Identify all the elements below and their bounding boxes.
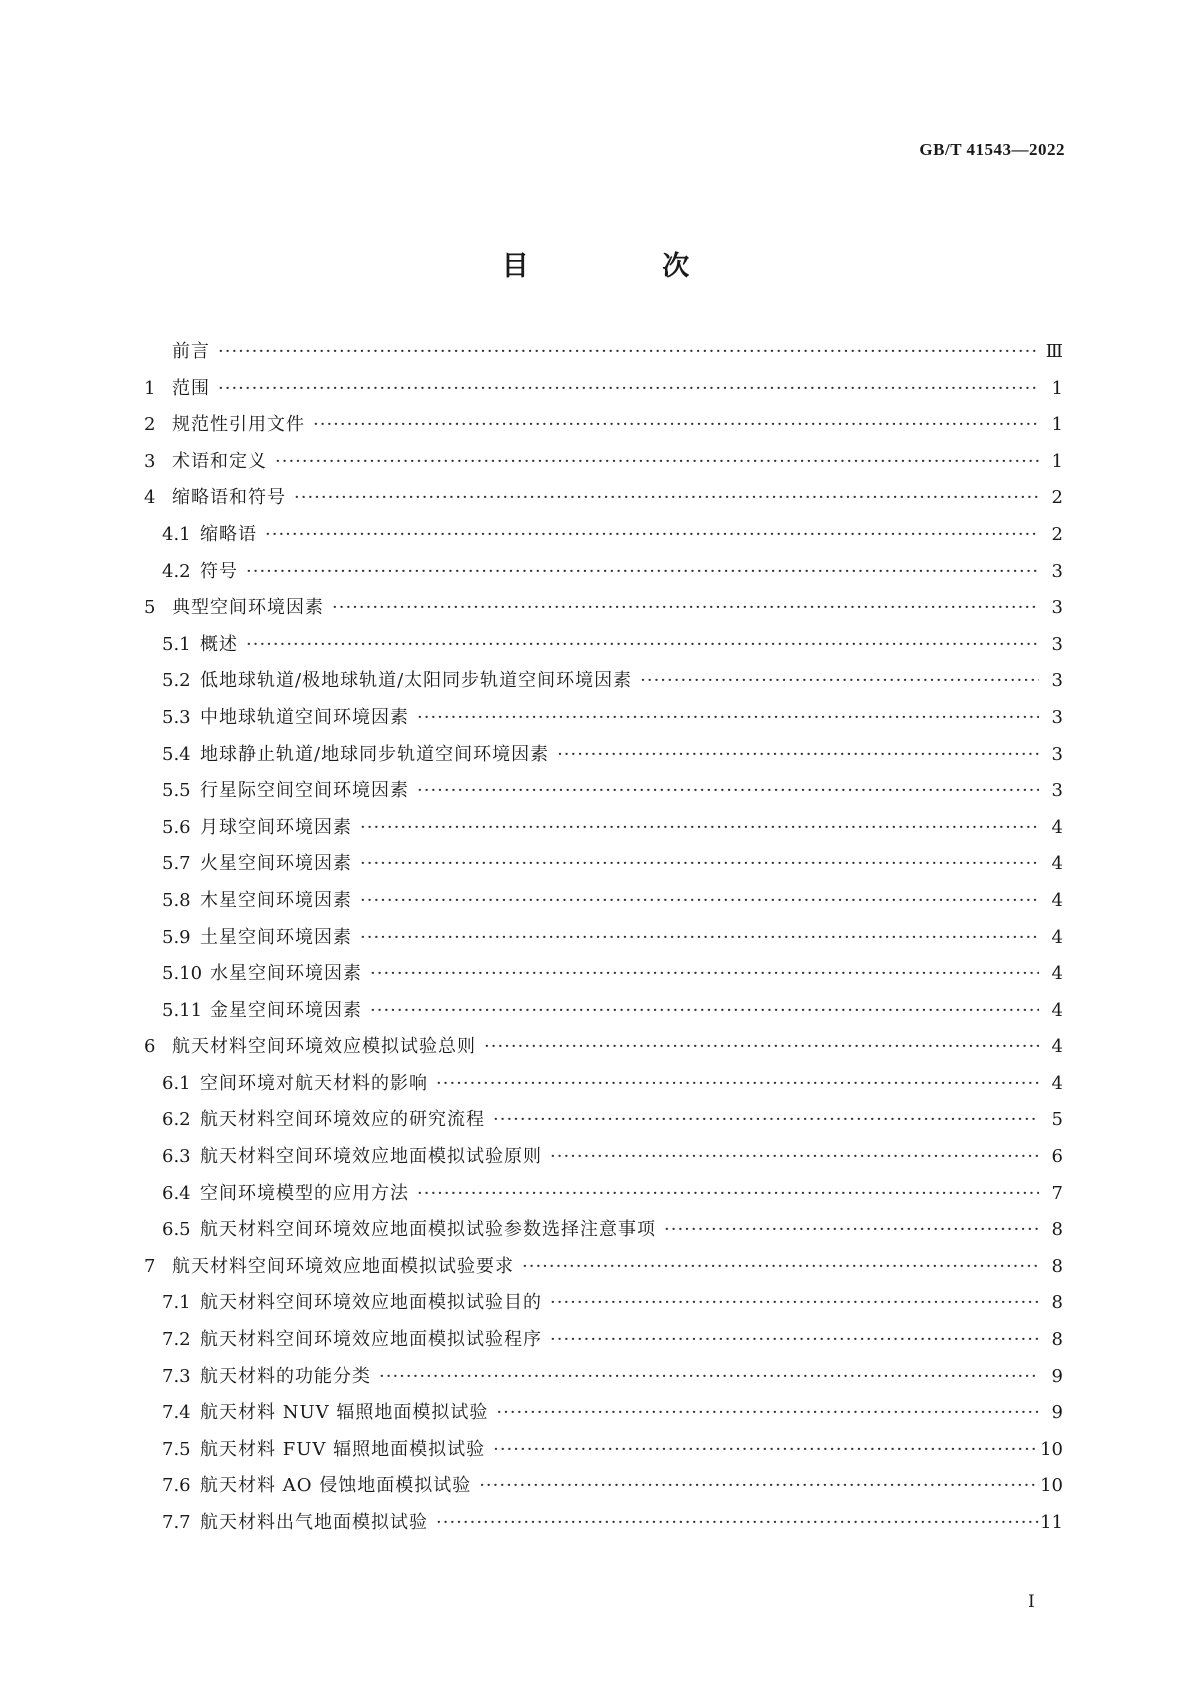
toc-entry-page: 6 xyxy=(1051,1146,1063,1168)
toc-entry[interactable] xyxy=(144,1032,1063,1069)
toc-leader-dots xyxy=(436,1512,1039,1533)
toc-entry-title: 低地球轨道/极地球轨道/太阳同步轨道空间环境因素 xyxy=(200,670,633,692)
toc-entry[interactable] xyxy=(144,666,1063,703)
toc-entry-page: 10 xyxy=(1040,1438,1063,1460)
toc-entry-title: 缩略语 xyxy=(200,523,257,545)
toc-entry[interactable] xyxy=(144,1362,1063,1399)
toc-entry[interactable] xyxy=(144,1325,1063,1362)
toc-leader-dots xyxy=(493,1439,1039,1460)
standard-code: GB/T 41543—2022 xyxy=(919,140,1065,159)
toc-entry-page: 1 xyxy=(1051,377,1063,399)
toc-entry-number: 6.3 xyxy=(162,1146,191,1168)
toc-entry-title: 空间环境对航天材料的影响 xyxy=(200,1072,428,1094)
toc-entry-title: 航天材料 NUV 辐照地面模拟试验 xyxy=(200,1402,489,1424)
toc-entry-page: 10 xyxy=(1040,1475,1063,1497)
toc-entry-number: 7.1 xyxy=(162,1292,191,1314)
toc-entry-page: 4 xyxy=(1051,853,1063,875)
toc-entry-number: 2 xyxy=(144,414,156,436)
toc-entry[interactable] xyxy=(144,447,1063,484)
toc-entry[interactable] xyxy=(144,337,1063,374)
toc-entry[interactable] xyxy=(144,959,1063,996)
toc-entry-title: 典型空间环境因素 xyxy=(172,597,324,619)
toc-entry-title: 地球静止轨道/地球同步轨道空间环境因素 xyxy=(200,743,550,765)
toc-entry-page: 4 xyxy=(1051,1036,1063,1058)
toc-leader-dots xyxy=(664,1219,1039,1240)
toc-leader-dots xyxy=(484,1036,1039,1057)
toc-leader-dots xyxy=(246,561,1039,582)
toc-leader-dots xyxy=(332,597,1039,618)
toc-entry-number: 7.7 xyxy=(162,1512,191,1533)
toc-entry-title: 航天材料空间环境效应地面模拟试验原则 xyxy=(200,1146,542,1168)
toc-entry[interactable] xyxy=(144,923,1063,960)
toc-leader-dots xyxy=(360,927,1039,948)
toc-entry-title: 土星空间环境因素 xyxy=(200,926,352,948)
toc-entry-page: 5 xyxy=(1051,1109,1063,1131)
toc-entry-page: 3 xyxy=(1051,597,1063,619)
toc-entry-page: 3 xyxy=(1051,560,1063,582)
toc-leader-dots xyxy=(417,707,1039,728)
toc-entry-title: 缩略语和符号 xyxy=(172,487,286,509)
table-of-contents xyxy=(144,337,1063,1545)
toc-entry-number: 7.3 xyxy=(162,1365,191,1387)
toc-entry-page: 3 xyxy=(1051,670,1063,692)
toc-leader-dots xyxy=(360,890,1039,911)
toc-entry-number: 5 xyxy=(144,597,156,619)
toc-entry-page: 9 xyxy=(1051,1402,1063,1424)
toc-leader-dots xyxy=(496,1402,1039,1423)
toc-entry-title: 航天材料空间环境效应地面模拟试验程序 xyxy=(200,1329,542,1351)
toc-entry[interactable] xyxy=(144,740,1063,777)
toc-entry-title: 航天材料空间环境效应的研究流程 xyxy=(200,1109,485,1131)
toc-entry-number: 6.1 xyxy=(162,1072,191,1094)
toc-leader-dots xyxy=(550,1292,1039,1313)
toc-entry-page: 4 xyxy=(1051,889,1063,911)
toc-entry-title: 木星空间环境因素 xyxy=(200,889,352,911)
toc-leader-dots xyxy=(550,1146,1039,1167)
toc-leader-dots xyxy=(246,634,1039,655)
toc-entry[interactable] xyxy=(144,813,1063,850)
toc-entry[interactable] xyxy=(144,374,1063,411)
toc-entry[interactable] xyxy=(144,593,1063,630)
toc-entry[interactable] xyxy=(144,410,1063,447)
toc-entry-title: 范围 xyxy=(172,377,210,399)
toc-entry-page: 2 xyxy=(1051,523,1063,545)
toc-entry-number: 5.3 xyxy=(162,706,191,728)
toc-entry[interactable] xyxy=(144,1069,1063,1106)
toc-leader-dots xyxy=(640,670,1039,691)
toc-entry[interactable] xyxy=(144,703,1063,740)
toc-leader-dots xyxy=(550,1329,1039,1350)
toc-entry-page: 3 xyxy=(1051,633,1063,655)
toc-entry-page: 4 xyxy=(1051,999,1063,1021)
toc-entry[interactable] xyxy=(144,520,1063,557)
toc-entry[interactable] xyxy=(144,1179,1063,1216)
toc-entry[interactable] xyxy=(144,483,1063,520)
toc-entry-title: 航天材料空间环境效应模拟试验总则 xyxy=(172,1036,476,1058)
toc-leader-dots xyxy=(360,853,1039,874)
toc-entry-number: 6.5 xyxy=(162,1219,191,1241)
page-folio: I xyxy=(1028,1592,1035,1612)
toc-entry[interactable] xyxy=(144,1435,1063,1472)
toc-entry-number: 5.5 xyxy=(162,780,191,802)
toc-entry-number: 7.6 xyxy=(162,1475,191,1497)
toc-entry-title: 金星空间环境因素 xyxy=(210,999,362,1021)
toc-entry-title: 航天材料空间环境效应地面模拟试验目的 xyxy=(200,1292,542,1314)
toc-leader-dots xyxy=(370,1000,1039,1021)
toc-leader-dots xyxy=(436,1073,1039,1094)
toc-entry[interactable] xyxy=(144,776,1063,813)
toc-leader-dots xyxy=(417,780,1039,801)
toc-entry-title: 水星空间环境因素 xyxy=(210,963,362,985)
toc-entry[interactable] xyxy=(144,1105,1063,1142)
toc-entry-page: 9 xyxy=(1051,1365,1063,1387)
toc-title: 目 次 xyxy=(501,251,752,282)
toc-entry-number: 7 xyxy=(144,1255,156,1277)
toc-entry-number: 5.2 xyxy=(162,670,191,692)
toc-entry-title: 航天材料出气地面模拟试验 xyxy=(200,1512,428,1533)
toc-entry-page: 8 xyxy=(1051,1292,1063,1314)
toc-entry-title: 规范性引用文件 xyxy=(172,414,305,436)
toc-leader-dots xyxy=(294,487,1039,508)
toc-entry-page: 11 xyxy=(1040,1512,1063,1533)
toc-entry-number: 7.2 xyxy=(162,1329,191,1351)
toc-entry-page: 4 xyxy=(1051,926,1063,948)
toc-entry-number: 5.10 xyxy=(162,963,203,985)
toc-entry-page: 3 xyxy=(1051,743,1063,765)
toc-entry-page: 2 xyxy=(1051,487,1063,509)
toc-entry[interactable] xyxy=(144,557,1063,594)
toc-entry-page: 1 xyxy=(1051,450,1063,472)
toc-entry-number: 5.7 xyxy=(162,853,191,875)
toc-entry-number: 7.4 xyxy=(162,1402,191,1424)
toc-entry-title: 火星空间环境因素 xyxy=(200,853,352,875)
toc-leader-dots xyxy=(360,817,1039,838)
toc-entry-page: 3 xyxy=(1051,706,1063,728)
toc-entry-page: 4 xyxy=(1051,963,1063,985)
toc-entry-title: 航天材料 AO 侵蚀地面模拟试验 xyxy=(200,1475,472,1497)
toc-entry-number: 5.8 xyxy=(162,889,191,911)
toc-leader-dots xyxy=(218,378,1039,399)
toc-entry-number: 4 xyxy=(144,487,156,509)
toc-leader-dots xyxy=(370,963,1039,984)
toc-leader-dots xyxy=(379,1366,1039,1387)
toc-entry[interactable] xyxy=(144,1508,1063,1545)
toc-entry[interactable] xyxy=(144,996,1063,1033)
toc-entry-number: 5.6 xyxy=(162,816,191,838)
toc-entry[interactable] xyxy=(144,1142,1063,1179)
toc-entry-number: 4.1 xyxy=(162,523,191,545)
toc-entry[interactable] xyxy=(144,1398,1063,1435)
toc-leader-dots xyxy=(522,1256,1039,1277)
toc-entry-title: 前言 xyxy=(172,341,210,362)
toc-entry-number: 5.11 xyxy=(162,999,203,1021)
toc-entry-page: 8 xyxy=(1051,1329,1063,1351)
toc-entry-page: 7 xyxy=(1051,1182,1063,1204)
toc-entry-number: 4.2 xyxy=(162,560,191,582)
toc-entry-page: 8 xyxy=(1051,1255,1063,1277)
toc-entry-title: 航天材料空间环境效应地面模拟试验参数选择注意事项 xyxy=(200,1219,656,1241)
toc-leader-dots xyxy=(275,451,1039,472)
toc-entry[interactable] xyxy=(144,1471,1063,1508)
toc-leader-dots xyxy=(313,414,1039,435)
toc-entry-title: 术语和定义 xyxy=(172,450,267,472)
toc-entry-page: Ⅲ xyxy=(1045,341,1063,362)
toc-entry[interactable] xyxy=(144,1215,1063,1252)
toc-entry-number: 3 xyxy=(144,450,156,472)
toc-entry-page: 4 xyxy=(1051,1072,1063,1094)
toc-entry-page: 1 xyxy=(1051,414,1063,436)
toc-leader-dots xyxy=(417,1183,1039,1204)
toc-entry-number: 5.4 xyxy=(162,743,191,765)
toc-entry[interactable] xyxy=(144,886,1063,923)
toc-entry-title: 航天材料空间环境效应地面模拟试验要求 xyxy=(172,1255,514,1277)
toc-entry-title: 空间环境模型的应用方法 xyxy=(200,1182,409,1204)
toc-entry-title: 月球空间环境因素 xyxy=(200,816,352,838)
toc-entry-title: 中地球轨道空间环境因素 xyxy=(200,706,409,728)
toc-entry-number: 6.2 xyxy=(162,1109,191,1131)
toc-entry[interactable] xyxy=(144,1252,1063,1289)
toc-entry[interactable] xyxy=(144,1288,1063,1325)
toc-entry-number: 1 xyxy=(144,377,156,399)
toc-entry-number: 6.4 xyxy=(162,1182,191,1204)
toc-leader-dots xyxy=(493,1109,1039,1130)
toc-entry[interactable] xyxy=(144,630,1063,667)
toc-entry-number: 6 xyxy=(144,1036,156,1058)
toc-entry-number: 7.5 xyxy=(162,1438,191,1460)
toc-entry[interactable] xyxy=(144,849,1063,886)
toc-entry-title: 航天材料的功能分类 xyxy=(200,1365,371,1387)
toc-entry-title: 行星际空间空间环境因素 xyxy=(200,780,409,802)
toc-leader-dots xyxy=(557,744,1039,765)
toc-entry-page: 4 xyxy=(1051,816,1063,838)
toc-entry-number: 5.1 xyxy=(162,633,191,655)
toc-entry-page: 8 xyxy=(1051,1219,1063,1241)
toc-entry-title: 航天材料 FUV 辐照地面模拟试验 xyxy=(200,1438,486,1460)
toc-leader-dots xyxy=(265,524,1039,545)
toc-leader-dots xyxy=(218,341,1039,362)
toc-entry-number: 5.9 xyxy=(162,926,191,948)
toc-entry-title: 概述 xyxy=(200,633,238,655)
toc-leader-dots xyxy=(479,1475,1039,1496)
toc-entry-title: 符号 xyxy=(200,560,238,582)
toc-entry-page: 3 xyxy=(1051,780,1063,802)
